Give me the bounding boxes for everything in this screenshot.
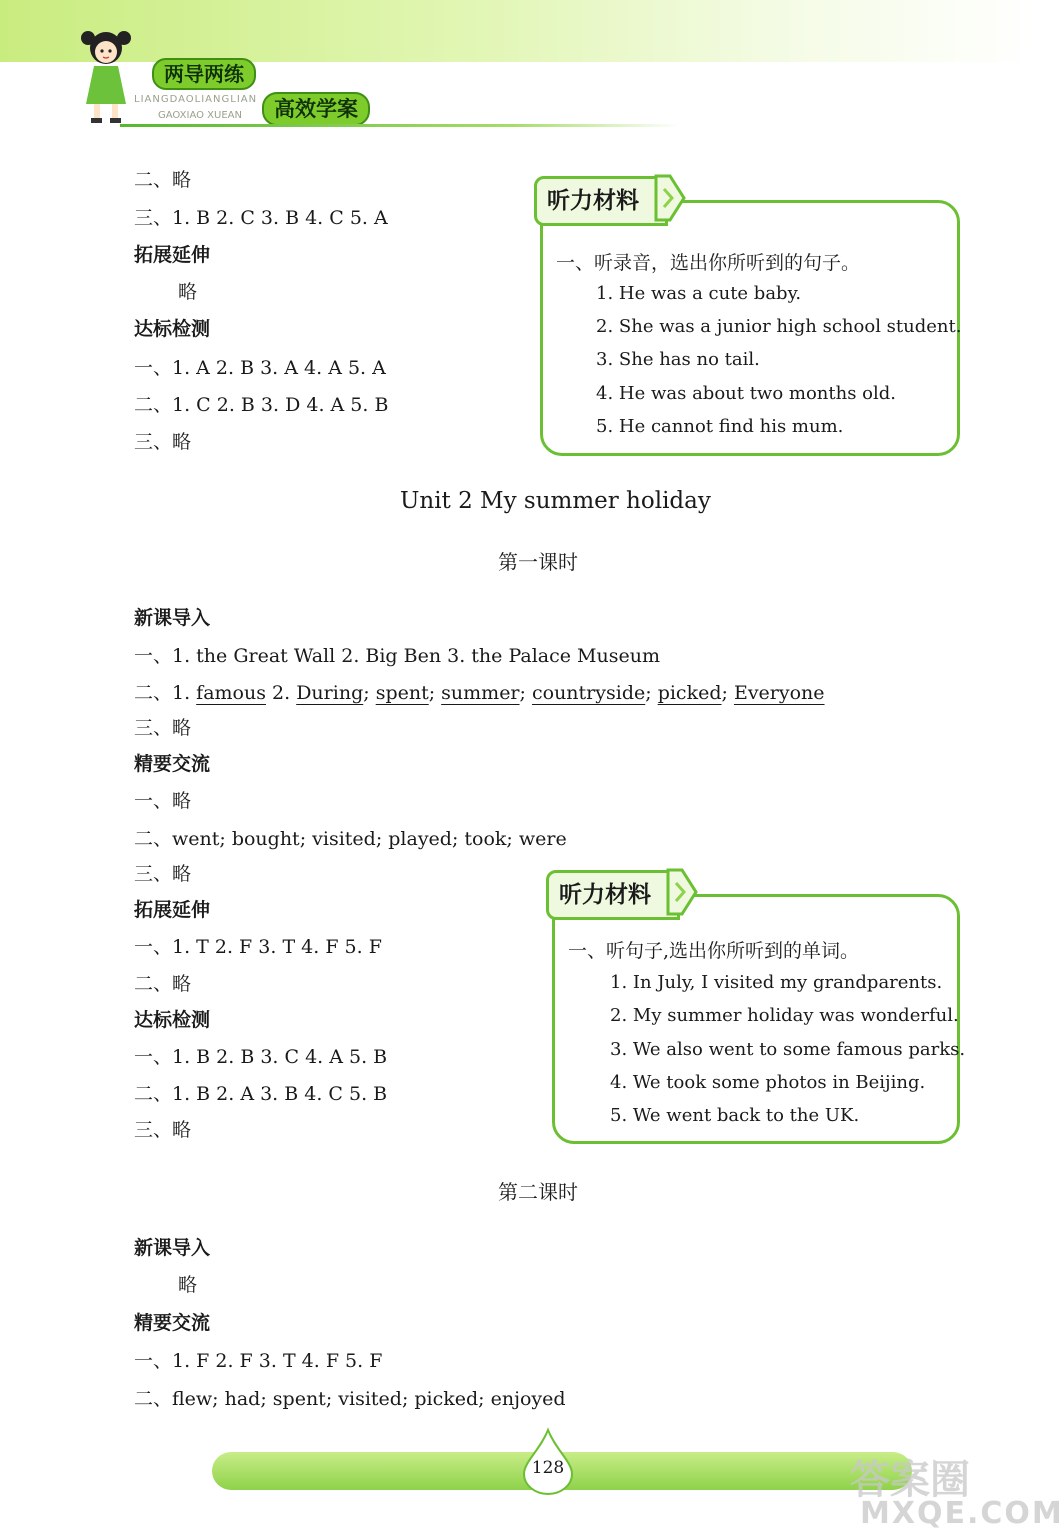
watermark-url: MXQE.COM xyxy=(860,1496,1064,1531)
lesson-title: 第一课时 xyxy=(498,550,578,574)
separator: ; xyxy=(519,682,532,704)
answer-line: 略 xyxy=(178,1274,198,1296)
listening-instruction: 一、听句子,选出你所听到的单词。 xyxy=(568,940,860,962)
answer-line: 一、1. B 2. B 3. C 4. A 5. B xyxy=(134,1046,388,1068)
answer-line: 三、略 xyxy=(134,717,192,739)
section-heading: 精要交流 xyxy=(134,1312,211,1334)
brand-title-bottom: 高效学案 xyxy=(262,92,370,126)
watermark-logo: 答案圈 xyxy=(850,1457,970,1503)
answer-line: 二、略 xyxy=(134,973,192,995)
answer-word: countryside xyxy=(531,682,646,704)
answer-line: 一、1. A 2. B 3. A 4. A 5. A xyxy=(134,357,386,379)
lesson-title: 第二课时 xyxy=(498,1180,578,1204)
answer-word: famous xyxy=(196,682,266,704)
section-heading: 新课导入 xyxy=(134,1237,211,1259)
listening-sentence: 4. He was about two months old. xyxy=(596,383,897,404)
answer-line: 二、略 xyxy=(134,169,192,191)
answer-line-underlined xyxy=(134,681,825,705)
answer-line: 三、略 xyxy=(134,863,192,885)
section-heading: 达标检测 xyxy=(134,1009,211,1031)
answer-line: 一、1. F 2. F 3. T 4. F 5. F xyxy=(134,1350,383,1372)
listening-sentence: 5. He cannot find his mum. xyxy=(596,416,844,437)
section-heading: 达标检测 xyxy=(134,318,211,340)
answer-line: 二、flew; had; spent; visited; picked; enjoyed xyxy=(134,1388,566,1410)
answer-word: During xyxy=(296,682,364,704)
separator: ; xyxy=(428,682,442,704)
header-band xyxy=(0,0,1035,62)
separator: ; xyxy=(721,682,734,704)
listening-sentence: 2. My summer holiday was wonderful. xyxy=(610,1005,959,1026)
answer-prefix: 二、1. xyxy=(134,682,197,704)
answer-word: spent xyxy=(375,682,429,704)
listening-sentence: 2. She was a junior high school student. xyxy=(596,316,962,337)
answer-line: 一、略 xyxy=(134,790,192,812)
section-heading: 拓展延伸 xyxy=(134,244,211,266)
listening-sentence: 1. In July, I visited my grandparents. xyxy=(610,972,943,993)
listening-sentence: 3. We also went to some famous parks. xyxy=(610,1039,966,1060)
listening-instruction: 一、听录音，选出你所听到的句子。 xyxy=(556,252,861,274)
answer-word: picked xyxy=(657,682,722,704)
answer-line: 三、略 xyxy=(134,431,192,453)
answer-line: 二、went; bought; visited; played; took; were xyxy=(134,828,567,850)
listening-sentence: 4. We took some photos in Beijing. xyxy=(610,1072,926,1093)
tab-arrow-icon xyxy=(668,867,698,917)
answer-line: 一、1. the Great Wall 2. Big Ben 3. the Palace Museum xyxy=(134,645,660,667)
brand-title-top: 两导两练 xyxy=(152,58,256,90)
listening-material-tab: 听力材料 xyxy=(534,176,668,226)
unit-title: Unit 2 My summer holiday xyxy=(400,488,711,514)
answer-number: 2. xyxy=(265,682,297,704)
listening-sentence: 1. He was a cute baby. xyxy=(596,283,802,304)
header-divider xyxy=(120,124,680,127)
listening-sentence: 3. She has no tail. xyxy=(596,349,760,370)
answer-line: 三、1. B 2. C 3. B 4. C 5. A xyxy=(134,207,388,229)
answer-line: 二、1. C 2. B 3. D 4. A 5. B xyxy=(134,394,389,416)
tab-arrow-icon xyxy=(656,173,686,223)
separator: ; xyxy=(363,682,376,704)
girl-mascot-icon xyxy=(74,26,144,126)
page-number: 128 xyxy=(531,1458,565,1478)
answer-line: 二、1. B 2. A 3. B 4. C 5. B xyxy=(134,1083,388,1105)
answer-line: 略 xyxy=(178,281,198,303)
answer-line: 三、略 xyxy=(134,1119,192,1141)
section-heading: 精要交流 xyxy=(134,753,211,775)
section-heading: 拓展延伸 xyxy=(134,899,211,921)
answer-word: Everyone xyxy=(733,682,825,704)
answer-line: 一、1. T 2. F 3. T 4. F 5. F xyxy=(134,936,382,958)
listening-sentence: 5. We went back to the UK. xyxy=(610,1105,860,1126)
separator: ; xyxy=(645,682,658,704)
listening-material-tab: 听力材料 xyxy=(546,870,680,920)
answer-word: summer xyxy=(441,682,520,704)
section-heading: 新课导入 xyxy=(134,607,211,629)
brand-pinyin: LIANGDAOLIANGLIAN xyxy=(134,94,258,105)
brand-pinyin-2: GAOXIAO XUEAN xyxy=(158,110,242,121)
